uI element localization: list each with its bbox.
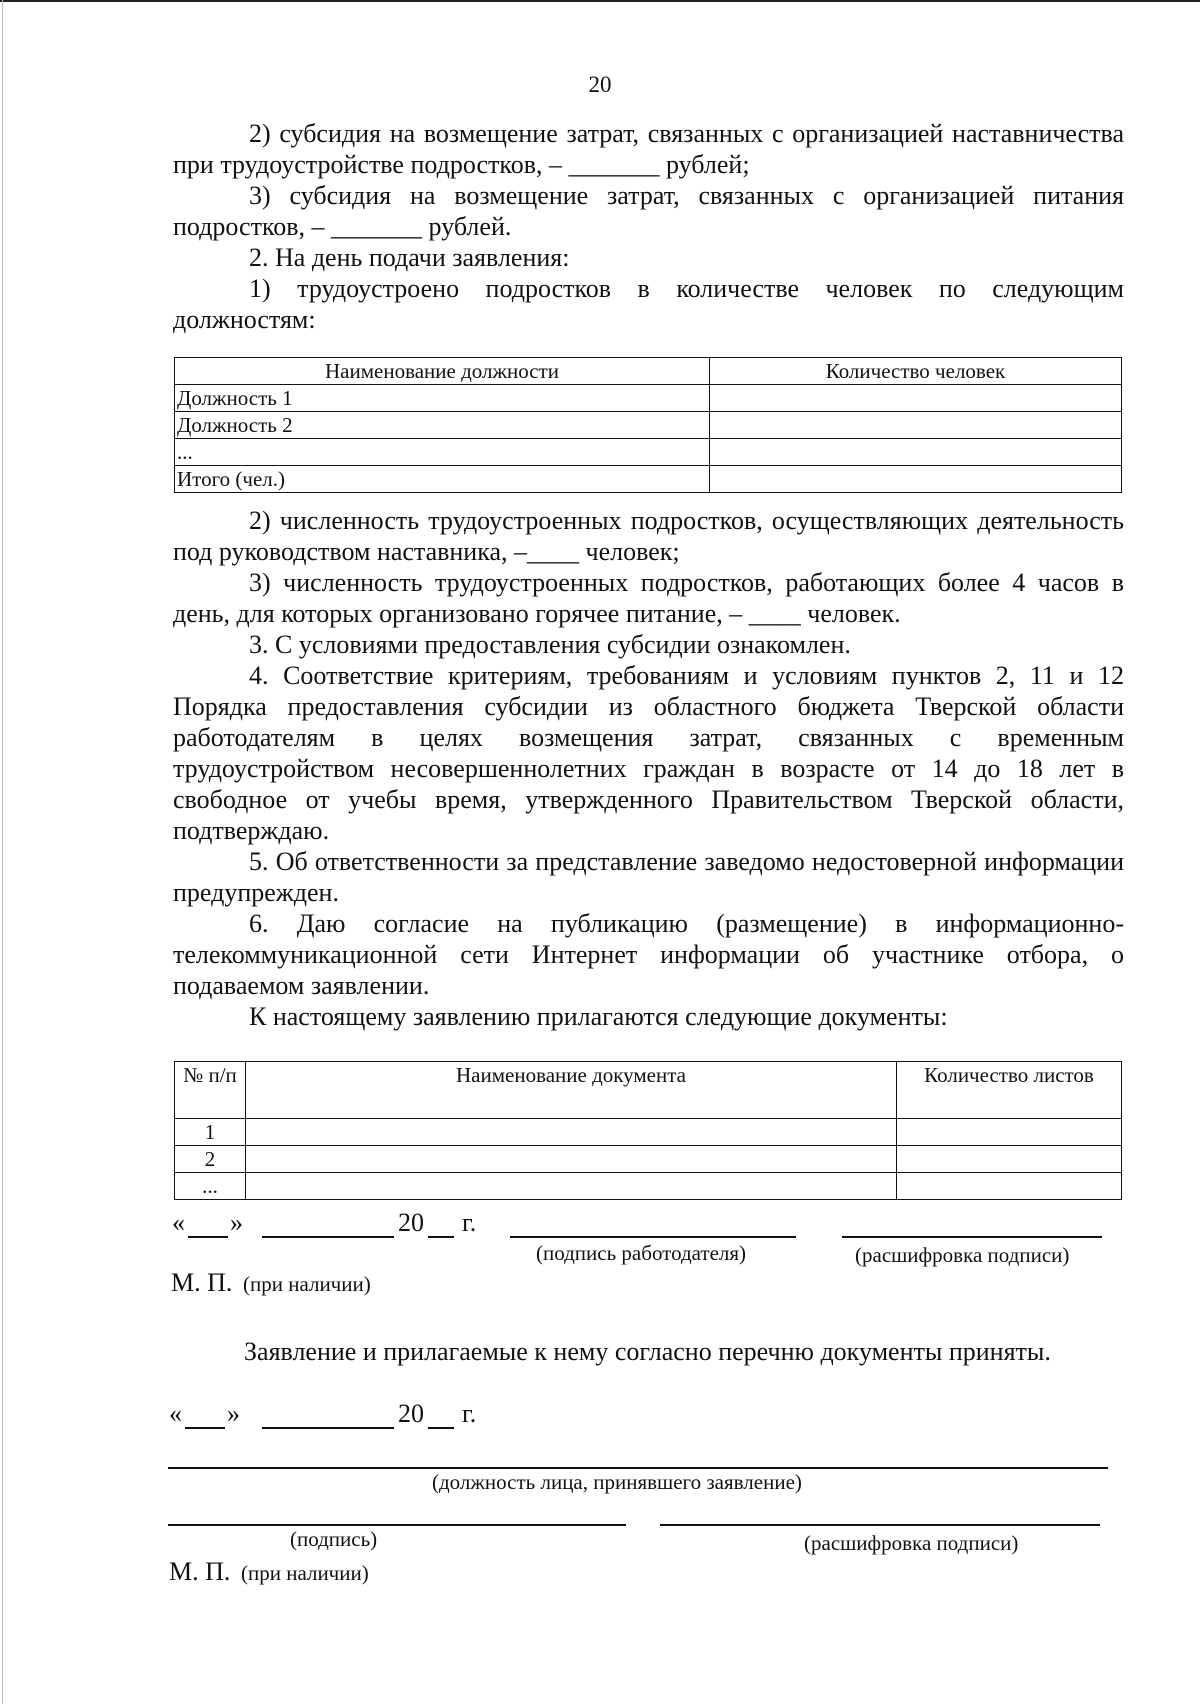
table-row <box>175 412 1122 439</box>
header-position-name: Наименование должности <box>175 358 710 385</box>
header-number: № п/п <box>175 1062 246 1119</box>
table-header-row <box>175 1062 1122 1119</box>
cell-count <box>710 439 1122 466</box>
stamp-note: (при наличии) <box>243 1272 371 1296</box>
cell-number: 1 <box>175 1119 246 1146</box>
paragraph-attached-documents: К настоящему заявлению прилагаются следующие документы: <box>249 1002 948 1031</box>
cell-sheets <box>897 1119 1122 1146</box>
cell-sheets <box>897 1146 1122 1173</box>
table-row <box>175 1173 1122 1200</box>
text-block-statements <box>173 505 1124 1032</box>
page-number: 20 <box>588 72 612 97</box>
cell-position: Должность 2 <box>175 412 710 439</box>
year-blank-line <box>428 1236 454 1238</box>
cell-sheets <box>897 1173 1122 1200</box>
employer-decoding-line <box>842 1236 1102 1238</box>
day-blank-line <box>185 1427 225 1429</box>
paragraph-documents-accepted: Заявление и прилагаемые к нему согласно перечню документы приняты. <box>244 1337 1051 1366</box>
receiver-position-caption: (должность лица, принявшего заявление) <box>432 1470 802 1494</box>
date-close-quote: » <box>230 1208 243 1237</box>
scan-edge-left <box>2 0 3 1704</box>
month-blank-line <box>262 1427 394 1429</box>
stamp-label: М. П. <box>171 1268 233 1297</box>
year-suffix: г. <box>462 1208 477 1237</box>
year-suffix: г. <box>462 1399 477 1428</box>
day-blank-line <box>188 1236 228 1238</box>
year-prefix: 20 <box>398 1399 424 1428</box>
cell-document <box>246 1119 897 1146</box>
receiver-decoding-caption: (расшифровка подписи) <box>804 1531 1019 1555</box>
year-prefix: 20 <box>398 1208 424 1237</box>
header-sheet-count: Количество листов <box>897 1062 1122 1119</box>
month-blank-line <box>262 1236 394 1238</box>
table-row <box>175 439 1122 466</box>
receiver-signature-line <box>168 1524 626 1526</box>
cell-number: 2 <box>175 1146 246 1173</box>
positions-table <box>174 357 1122 493</box>
cell-position: Должность 1 <box>175 385 710 412</box>
date-open-quote: « <box>169 1399 182 1428</box>
receiver-signature-caption: (подпись) <box>290 1527 378 1551</box>
cell-position: ... <box>175 439 710 466</box>
cell-document <box>246 1173 897 1200</box>
stamp-label: М. П. <box>169 1557 231 1586</box>
paragraph-criteria-confirmation: 4. Соответствие критериям, требованиям и условиям пунктов 2, 11 и 12 Порядка предоставления субсидии из областного бюджета Тверской области работодателям в целях возмещения затрат, связанных с временным трудоустройством несовершеннолетних граждан в возрасте от 14 до 18 лет в свободное от учебы время, утвержденного Правительством Тверской области, подтверждаю. <box>173 661 1124 845</box>
date-open-quote: « <box>172 1208 185 1237</box>
receiver-decoding-line <box>660 1524 1100 1526</box>
cell-document <box>246 1146 897 1173</box>
cell-count <box>710 412 1122 439</box>
documents-table <box>174 1061 1122 1200</box>
table-row <box>175 385 1122 412</box>
employer-decoding-caption: (расшифровка подписи) <box>855 1243 1070 1267</box>
cell-count-total <box>710 466 1122 493</box>
text-block-subsidies <box>173 118 1124 335</box>
paragraph-liability-warning: 5. Об ответственности за представление заведомо недостоверной информации предупрежден. <box>173 847 1124 907</box>
year-blank-line <box>428 1427 454 1429</box>
cell-number: ... <box>175 1173 246 1200</box>
paragraph-hot-meals-count: 3) численность трудоустроенных подростков, работающих более 4 часов в день, для которых организовано горячее питание, – ____ человек. <box>173 568 1124 628</box>
header-document-name: Наименование документа <box>246 1062 897 1119</box>
header-people-count: Количество человек <box>710 358 1122 385</box>
receiver-position-line <box>168 1467 1108 1469</box>
cell-count <box>710 385 1122 412</box>
paragraph-publication-consent: 6. Даю согласие на публикацию (размещение) в информационно-телекоммуникационной сети Интернет информации об участнике отбора, о подаваемом заявлении. <box>173 909 1124 1000</box>
cell-position-total: Итого (чел.) <box>175 466 710 493</box>
paragraph-food-subsidy: 3) субсидия на возмещение затрат, связанных с организацией питания подростков, – _______ рублей. <box>173 181 1124 241</box>
employer-signature-line <box>510 1236 796 1238</box>
table-row <box>175 466 1122 493</box>
paragraph-mentoring-subsidy: 2) субсидия на возмещение затрат, связанных с организацией наставничества при трудоустройстве подростков, – _______ рублей; <box>173 119 1124 179</box>
table-row <box>175 1146 1122 1173</box>
table-header-row <box>175 358 1122 385</box>
paragraph-application-date: 2. На день подачи заявления: <box>249 243 570 272</box>
paragraph-employed-positions: 1) трудоустроено подростков в количестве человек по следующим должностям: <box>173 274 1124 334</box>
table-row <box>175 1119 1122 1146</box>
employer-signature-caption: (подпись работодателя) <box>536 1241 747 1265</box>
paragraph-conditions-acknowledged: 3. С условиями предоставления субсидии ознакомлен. <box>249 630 851 659</box>
stamp-note: (при наличии) <box>241 1561 369 1585</box>
date-close-quote: » <box>227 1399 240 1428</box>
paragraph-mentored-count: 2) численность трудоустроенных подростков, осуществляющих деятельность под руководством наставника, –____ человек; <box>173 506 1124 566</box>
scan-edge-top <box>0 0 1200 2</box>
